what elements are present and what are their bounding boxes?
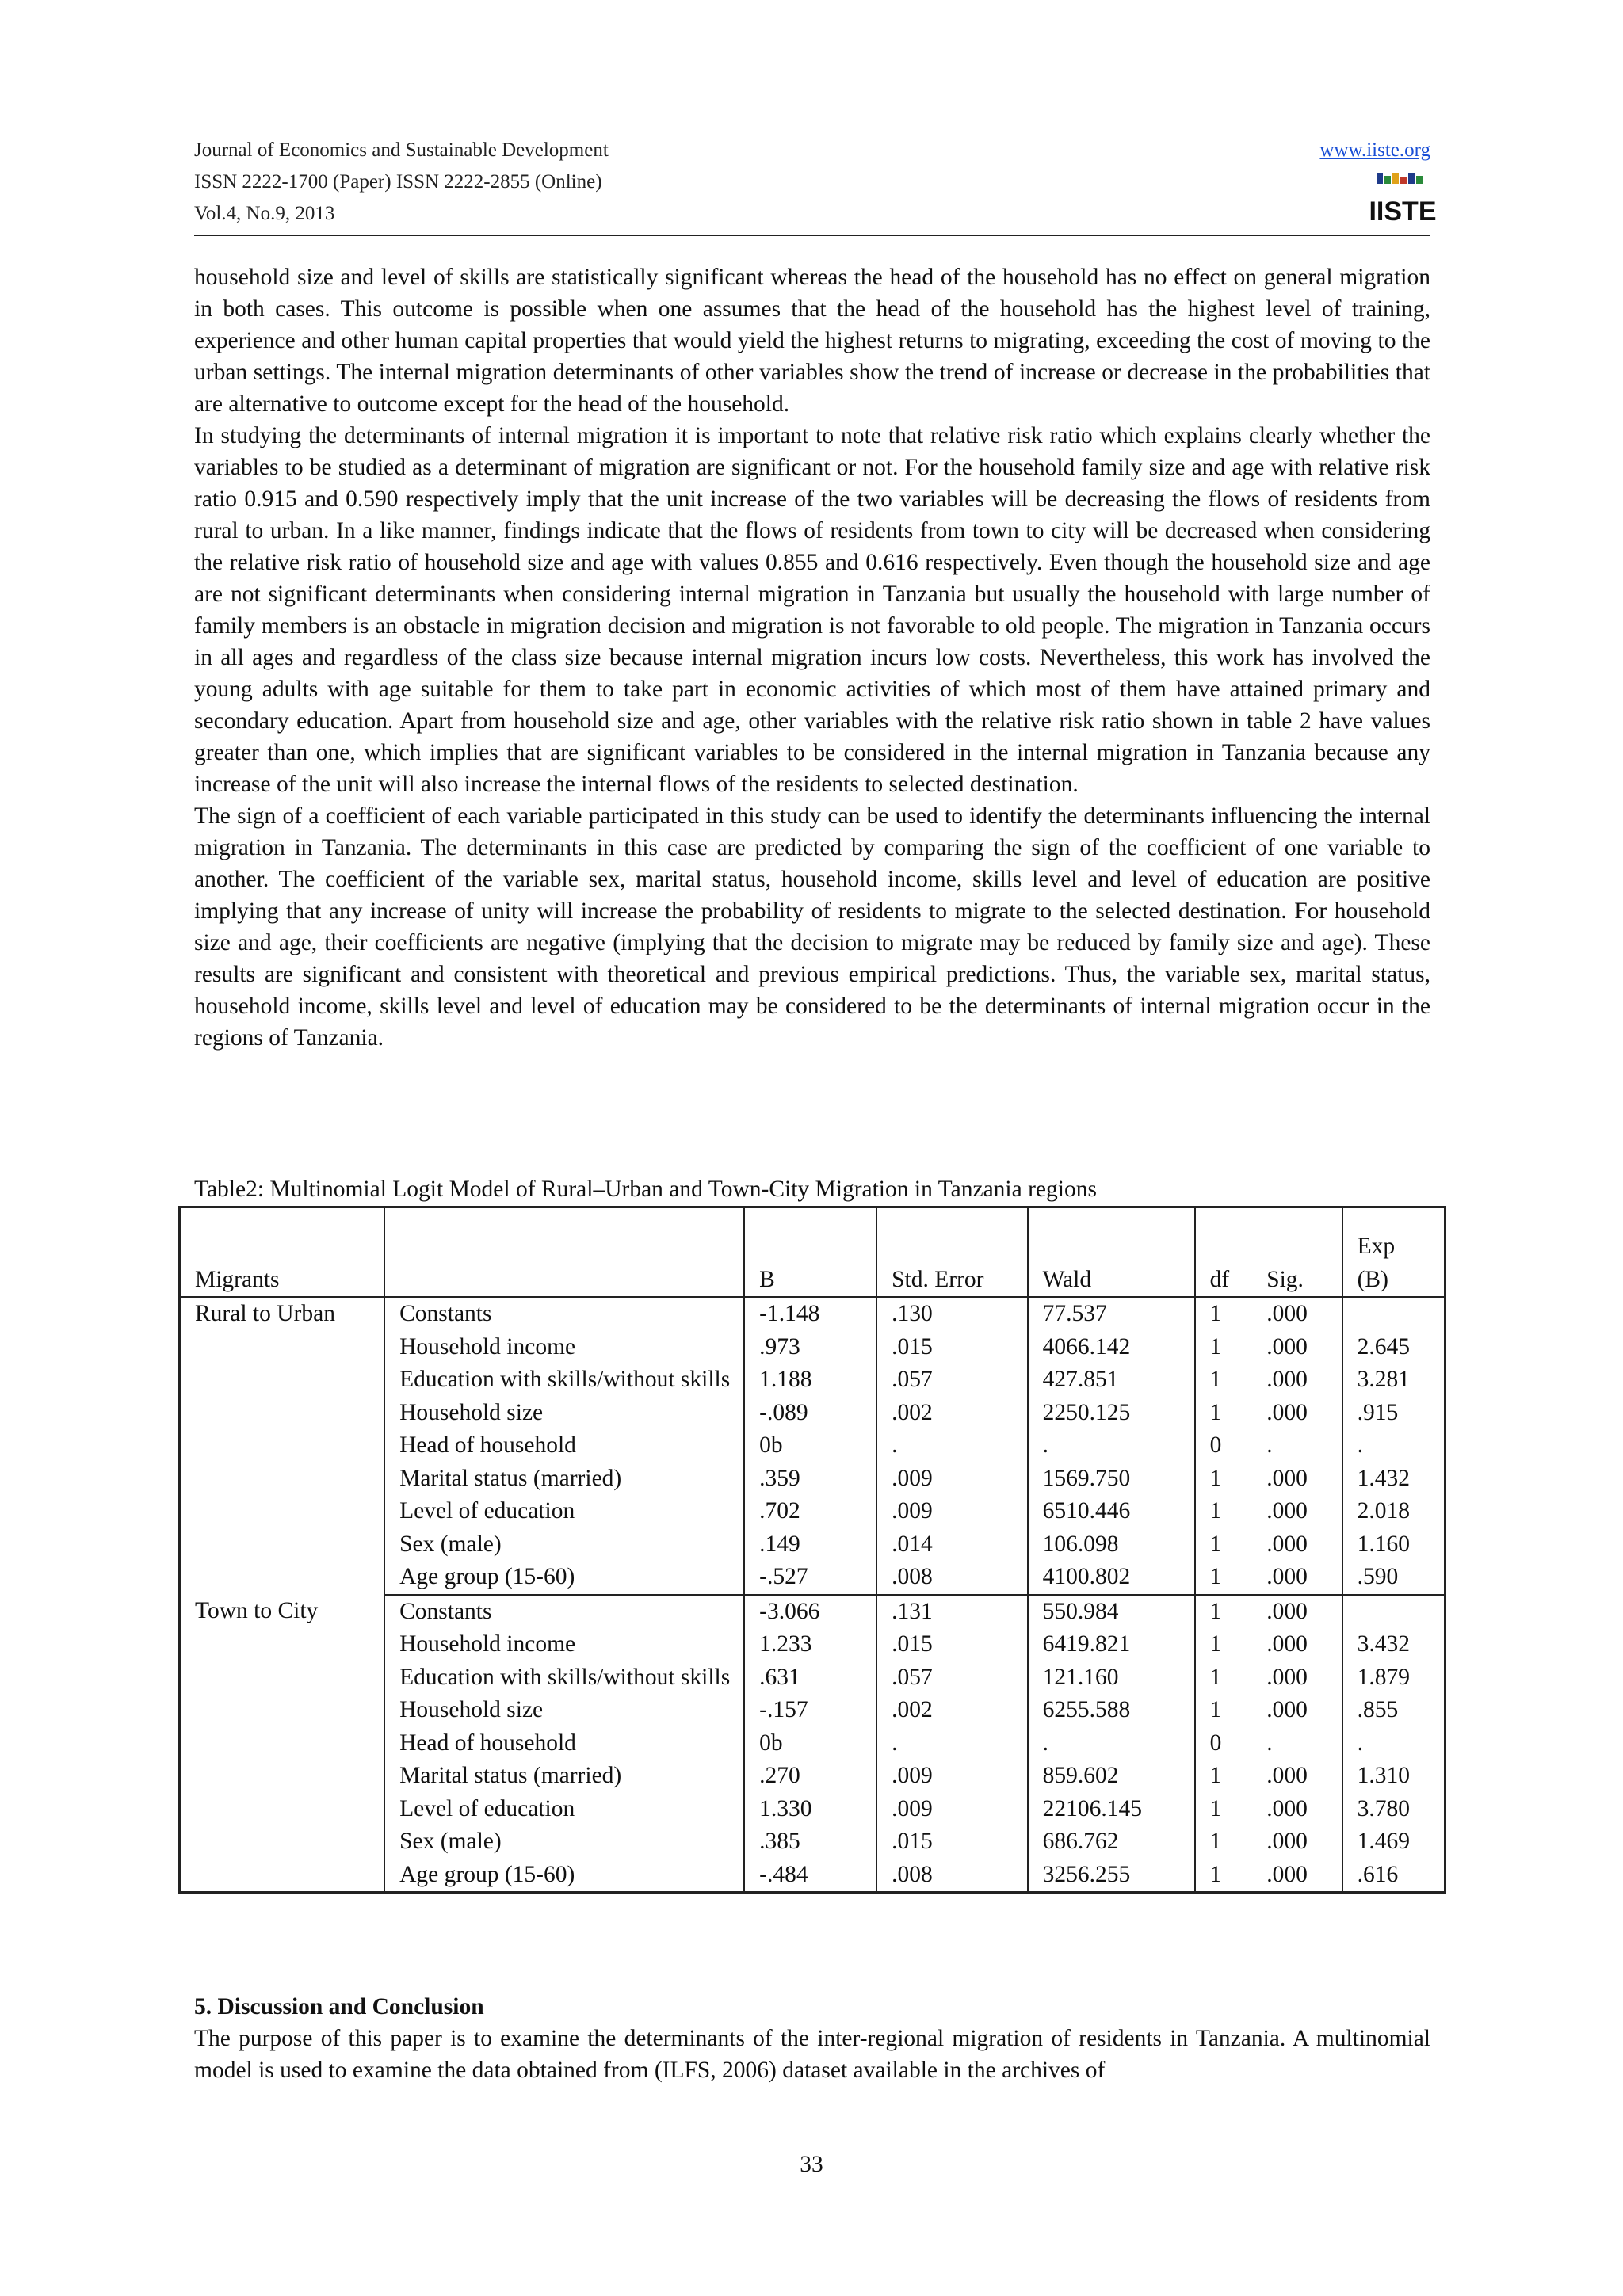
cell-std-error: .057 (876, 1363, 1027, 1397)
cell-variable: Education with skills/without skills (384, 1363, 744, 1397)
cell-b: -1.148 (744, 1297, 876, 1331)
cell-exp-b: .590 (1342, 1561, 1445, 1595)
cell-sig: .000 (1252, 1463, 1342, 1496)
cell-df: 1 (1209, 1763, 1222, 1788)
cell-sig: .000 (1252, 1595, 1342, 1629)
cell-std-error: .008 (876, 1859, 1027, 1893)
cell-sig: . (1252, 1429, 1342, 1463)
cell-b: .631 (744, 1661, 876, 1695)
cell-b: .270 (744, 1760, 876, 1793)
cell-variable: Constants (384, 1595, 744, 1629)
cell-wald: 4100.802 (1028, 1561, 1195, 1595)
cell-std-error: .009 (876, 1793, 1027, 1826)
cell-sig: .000 (1252, 1859, 1342, 1893)
cell-wald: 427.851 (1028, 1363, 1195, 1397)
header-rule (194, 235, 1430, 236)
paragraph: In studying the determinants of internal migration it is important to note that relative risk ratio which explains clearly whether the variables to be studied as a determinant of migration are significant or not. For the household family size and age with relative risk ratio 0.915 and 0.590 respectively imply that the unit increase of the two variables will be decreasing the flows of residents from rural to urban. In a like manner, findings indicate that the flows of residents from town to city will be decreased when considering the relative risk ratio of household size and age with values 0.855 and 0.616 respectively. Even though the household size and age are not significant determinants when considering internal migration in Tanzania but usually the household with large number of family members is an obstacle in migration decision and migration is not favorable to old people. The migration in Tanzania occurs in all ages and regardless of the class size because internal migration incurs low costs. Nevertheless, this work has involved the young adults with age suitable for them to take part in economic activities of which most of them have attained primary and secondary education. Apart from household size and age, other variables with the relative risk ratio shown in table 2 have values greater than one, which implies that are significant variables to be considered in the internal migration in Tanzania because any increase of the unit will also increase the internal flows of the residents to selected destination. (194, 423, 1430, 797)
journal-name: Journal of Economics and Sustainable Development (194, 139, 609, 161)
cell-exp-b: 3.432 (1357, 1631, 1410, 1657)
cell-wald: . (1028, 1727, 1195, 1760)
cell-exp-b (1342, 1595, 1445, 1629)
cell-b: .385 (744, 1825, 876, 1859)
cell-b: -3.066 (744, 1595, 876, 1629)
cell-exp-b (1342, 1297, 1445, 1331)
cell-std-error: .057 (876, 1661, 1027, 1695)
discussion-section (194, 1991, 1430, 2086)
cell-variable: Household size (384, 1694, 744, 1727)
cell-df: 1 (1209, 1498, 1222, 1524)
cell-sig: .000 (1252, 1661, 1342, 1695)
section-paragraph: The purpose of this paper is to examine the determinants of the inter-regional migration of residents in Tanzania. A multinomial model is used to examine the data obtained from (ILFS, 2006) dataset available in the archives of (194, 2026, 1430, 2083)
cell-df: 1 (1209, 1697, 1222, 1722)
cell-exp-b: 2.018 (1357, 1498, 1410, 1524)
cell-variable: Level of education (384, 1793, 744, 1826)
cell-variable: Age group (15-60) (384, 1859, 744, 1893)
cell-df: 1 (1195, 1859, 1253, 1893)
issn-line: ISSN 2222-1700 (Paper) ISSN 2222-2855 (Online) (194, 171, 602, 193)
cell-variable: Household income (384, 1331, 744, 1364)
cell-variable: Sex (male) (384, 1825, 744, 1859)
table-row (180, 1595, 1445, 1629)
cell-df: 1 (1209, 1531, 1222, 1557)
cell-df: 1 (1209, 1829, 1222, 1854)
cell-b: .973 (744, 1331, 876, 1364)
cell-std-error: . (876, 1429, 1027, 1463)
col-wald: Wald (1028, 1207, 1195, 1298)
col-migrants: Migrants (180, 1207, 385, 1298)
cell-std-error: .015 (876, 1628, 1027, 1661)
cell-sig: .000 (1252, 1793, 1342, 1826)
cell-std-error: .009 (876, 1463, 1027, 1496)
cell-exp-b: . (1357, 1432, 1363, 1458)
cell-std-error: . (876, 1727, 1027, 1760)
cell-sig: .000 (1252, 1495, 1342, 1528)
cell-b: .359 (744, 1463, 876, 1496)
cell-exp-b: . (1357, 1730, 1363, 1756)
cell-b: 1.233 (744, 1628, 876, 1661)
cell-sig: .000 (1252, 1825, 1342, 1859)
cell-exp-b: 1.160 (1357, 1531, 1410, 1557)
running-header (194, 135, 1437, 230)
page-number: 33 (800, 2152, 823, 2177)
svg-text:IISTE: IISTE (1369, 196, 1437, 227)
body-text (194, 261, 1430, 1054)
cell-df: 0 (1209, 1432, 1222, 1458)
cell-wald: 2250.125 (1028, 1397, 1195, 1430)
cell-exp-b: .616 (1342, 1859, 1445, 1893)
cell-b: 1.188 (744, 1363, 876, 1397)
cell-std-error: .015 (876, 1825, 1027, 1859)
exp-b-label: (B) (1357, 1266, 1388, 1292)
cell-df: 1 (1209, 1301, 1222, 1326)
iiste-logo (1369, 171, 1437, 230)
cell-df: 1 (1209, 1795, 1222, 1821)
cell-wald: 859.602 (1028, 1760, 1195, 1793)
cell-exp-b: 1.879 (1357, 1664, 1410, 1690)
cell-df: 0 (1209, 1730, 1222, 1756)
cell-variable: Level of education (384, 1495, 744, 1528)
cell-b: 0b (744, 1727, 876, 1760)
cell-std-error: .014 (876, 1528, 1027, 1562)
cell-std-error: .008 (876, 1561, 1027, 1595)
cell-variable: Household size (384, 1397, 744, 1430)
cell-wald: 6510.446 (1028, 1495, 1195, 1528)
cell-variable: Head of household (384, 1429, 744, 1463)
col-variable (384, 1207, 744, 1298)
cell-sig: .000 (1252, 1694, 1342, 1727)
cell-b: -.527 (744, 1561, 876, 1595)
cell-wald: 6419.821 (1028, 1628, 1195, 1661)
paragraph: household size and level of skills are statistically significant whereas the head of the household has no effect on general migration in both cases. This outcome is possible when one assumes that the head of the household has the highest level of training, experience and other human capital properties that would yield the highest returns to migrating, exceeding the cost of moving to the urban settings. The internal migration determinants of other variables show the trend of increase or decrease in the probabilities that are alternative to outcome except for the head of the household. (194, 265, 1430, 417)
section-heading: 5. Discussion and Conclusion (194, 1994, 484, 2019)
cell-wald: 686.762 (1028, 1825, 1195, 1859)
cell-std-error: .015 (876, 1331, 1027, 1364)
cell-wald: . (1028, 1429, 1195, 1463)
cell-df: 1 (1209, 1399, 1222, 1425)
cell-exp-b: 1.310 (1357, 1763, 1410, 1788)
cell-exp-b: .915 (1357, 1399, 1399, 1425)
cell-b: 1.330 (744, 1793, 876, 1826)
cell-wald: 121.160 (1028, 1661, 1195, 1695)
cell-df: 1 (1209, 1465, 1222, 1491)
cell-sig: . (1252, 1727, 1342, 1760)
cell-sig: .000 (1252, 1363, 1342, 1397)
cell-std-error: .009 (876, 1495, 1027, 1528)
col-exp-b (1342, 1207, 1445, 1298)
cell-sig: .000 (1252, 1297, 1342, 1331)
cell-wald: 77.537 (1028, 1297, 1195, 1331)
group-label: Rural to Urban (180, 1297, 385, 1595)
cell-df: 1 (1209, 1631, 1222, 1657)
cell-exp-b: 1.469 (1357, 1829, 1410, 1854)
col-df: df (1195, 1207, 1253, 1298)
cell-sig: .000 (1252, 1760, 1342, 1793)
cell-sig: .000 (1252, 1397, 1342, 1430)
cell-variable: Household income (384, 1628, 744, 1661)
cell-std-error: .002 (876, 1397, 1027, 1430)
cell-std-error: .130 (876, 1297, 1027, 1331)
cell-wald: 3256.255 (1028, 1859, 1195, 1893)
cell-df: 1 (1209, 1333, 1222, 1360)
cell-wald: 1569.750 (1028, 1463, 1195, 1496)
cell-df: 1 (1209, 1598, 1222, 1624)
cell-b: 0b (744, 1429, 876, 1463)
table-row (180, 1297, 1445, 1331)
cell-variable: Marital status (married) (384, 1463, 744, 1496)
cell-variable: Marital status (married) (384, 1760, 744, 1793)
cell-wald: 550.984 (1028, 1595, 1195, 1629)
cell-df: 1 (1209, 1664, 1222, 1690)
group-label: Town to City (180, 1595, 385, 1893)
cell-wald: 106.098 (1028, 1528, 1195, 1562)
cell-sig: .000 (1252, 1331, 1342, 1364)
cell-b: -.089 (744, 1397, 876, 1430)
cell-std-error: .002 (876, 1694, 1027, 1727)
logit-table (178, 1206, 1446, 1894)
cell-b: -.484 (744, 1859, 876, 1893)
cell-variable: Education with skills/without skills (384, 1661, 744, 1695)
cell-variable: Age group (15-60) (384, 1561, 744, 1595)
cell-wald: 6255.588 (1028, 1694, 1195, 1727)
cell-df: 1 (1209, 1367, 1222, 1392)
exp-label: Exp (1357, 1234, 1396, 1259)
cell-variable: Sex (male) (384, 1528, 744, 1562)
cell-exp-b: 3.780 (1357, 1795, 1410, 1821)
cell-wald: 4066.142 (1028, 1331, 1195, 1364)
cell-std-error: .131 (876, 1595, 1027, 1629)
cell-b: -.157 (744, 1694, 876, 1727)
cell-variable: Constants (384, 1297, 744, 1331)
cell-exp-b: 1.432 (1357, 1465, 1410, 1491)
cell-sig: .000 (1252, 1528, 1342, 1562)
col-sig: Sig. (1252, 1207, 1342, 1298)
cell-exp-b: .855 (1357, 1697, 1399, 1722)
website-link[interactable]: www.iiste.org (1319, 139, 1430, 161)
cell-std-error: .009 (876, 1760, 1027, 1793)
cell-variable: Head of household (384, 1727, 744, 1760)
table-caption: Table2: Multinomial Logit Model of Rural–Urban and Town-City Migration in Tanzania regions (194, 1177, 1097, 1202)
volume-line: Vol.4, No.9, 2013 (194, 203, 335, 224)
cell-sig: .000 (1252, 1561, 1342, 1595)
cell-b: .702 (744, 1495, 876, 1528)
col-b: B (744, 1207, 876, 1298)
table-header-row (180, 1207, 1445, 1298)
cell-exp-b: 2.645 (1357, 1333, 1410, 1360)
cell-b: .149 (744, 1528, 876, 1562)
paragraph: The sign of a coefficient of each variable participated in this study can be used to identify the determinants influencing the internal migration in Tanzania. The determinants in this case are predicted by comparing the sign of the coefficient of one variable to another. The coefficient of the variable sex, marital status, household income, skills level and level of education are positive implying that any increase of unity will increase the probability of residents to migrate to the selected destination. For household size and age, their coefficients are negative (implying that the decision to migrate may be reduced by family size and age). These results are significant and consistent with theoretical and previous empirical predictions. Thus, the variable sex, marital status, household income, skills level and level of education may be considered to be the determinants of internal migration occur in the regions of Tanzania. (194, 803, 1430, 1051)
cell-df: 1 (1195, 1561, 1253, 1595)
col-std-error: Std. Error (876, 1207, 1027, 1298)
cell-wald: 22106.145 (1028, 1793, 1195, 1826)
cell-exp-b: 3.281 (1357, 1367, 1410, 1392)
cell-sig: .000 (1252, 1628, 1342, 1661)
